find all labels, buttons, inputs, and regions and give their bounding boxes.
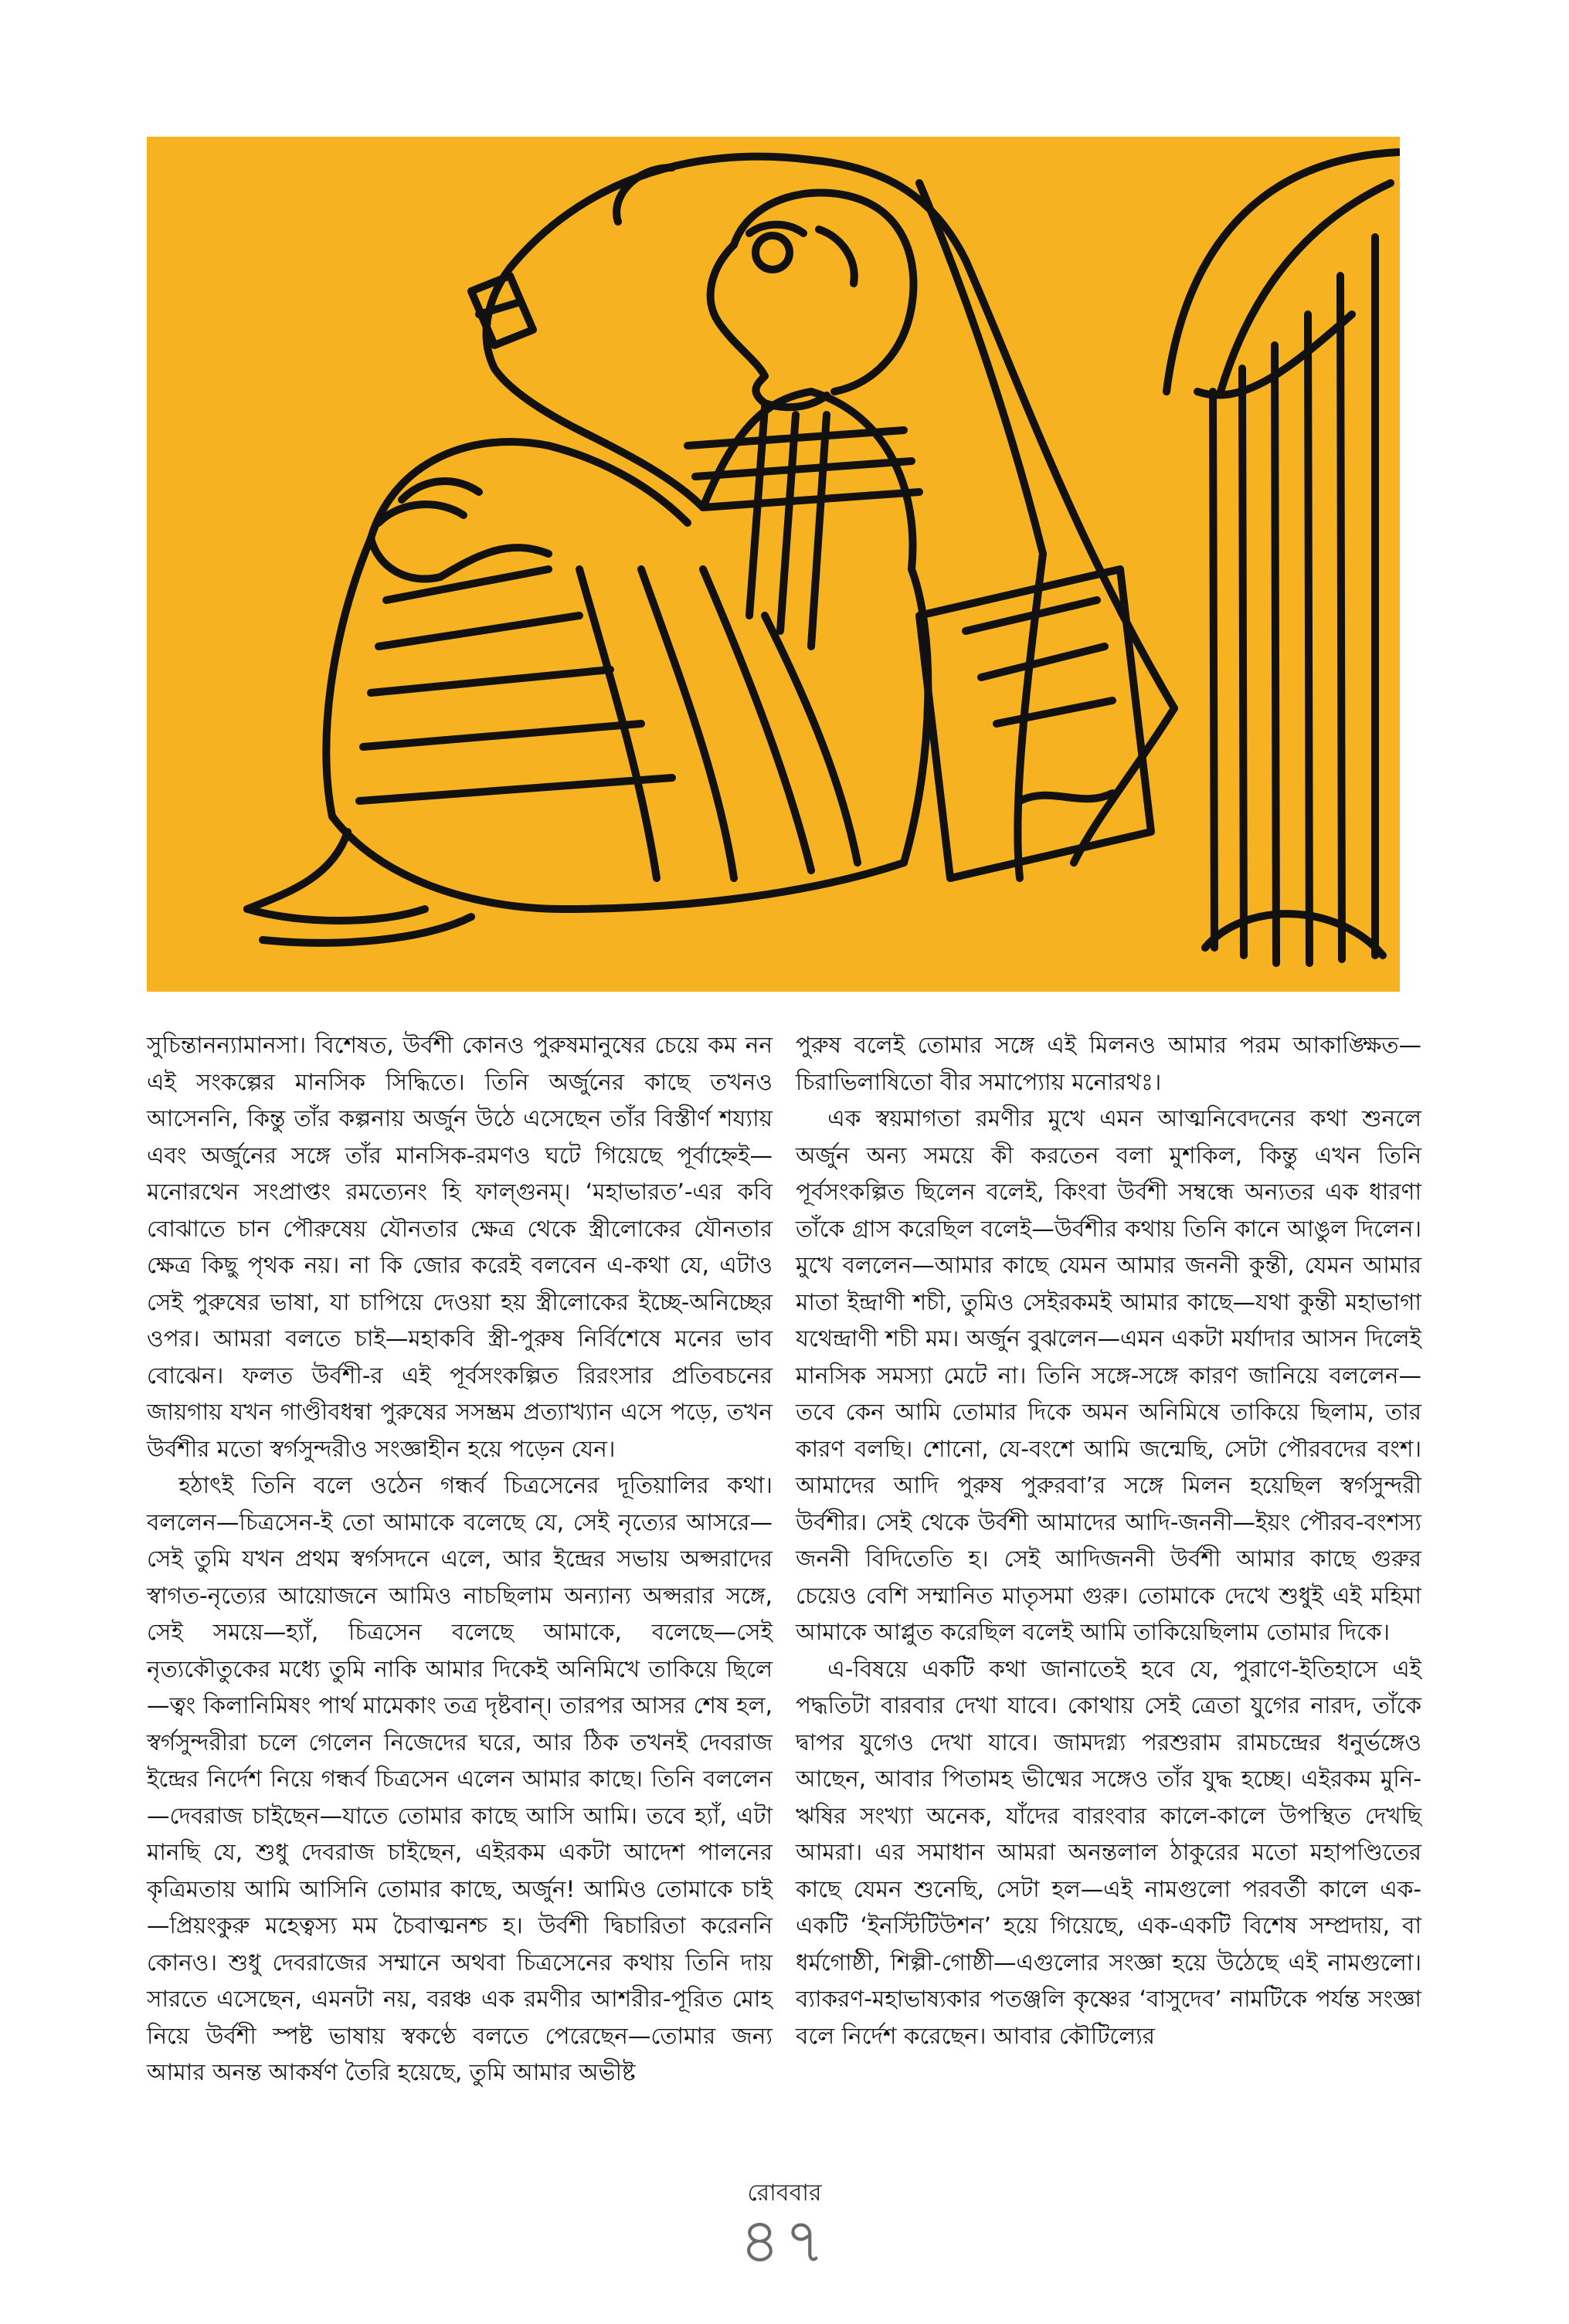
article-column-right (796, 1027, 1421, 2054)
paragraph: পুরুষ বলেই তোমার সঙ্গে এই মিলনও আমার পরম আকাঙ্ক্ষিত—চিরাভিলাষিতো বীর সমাপ্যোয় মনোরথঃ। (796, 1032, 1421, 1095)
page-number: ৪৭ (739, 2205, 830, 2277)
article-column-left (147, 1027, 773, 2092)
illustration-seated-woman (147, 137, 1400, 992)
magazine-name: রোববার (747, 2180, 822, 2207)
page-footer (0, 2178, 1569, 2277)
paragraph: হঠাৎই তিনি বলে ওঠেন গন্ধর্ব চিত্রসেনের দূতিয়ালির কথা। বললেন—চিত্রসেন-ই তো আমাকে বলেছে যে, সেই নৃত্যের আসরে—সেই তুমি যখন প্রথম স্বর্গসদনে এলে, আর ইন্দ্রের সভায় অপ্সরাদের স্বাগত-নৃত্যের আয়োজনে আমিও নাচছিলাম অন্যান্য অপ্সরার সঙ্গে, সেই সময়ে—হ্যাঁ, চিত্রসেন বলেছে আমাকে, বলেছে—সেই নৃত্যকৌতুকের মধ্যে তুমি নাকি আমার দিকেই অনিমিখে তাকিয়ে ছিলে—ত্বং কিলানিমিষং পার্থ মামেকাং তত্র দৃষ্টবান্। তারপর আসর শেষ হল, স্বর্গসুন্দরীরা চলে গেলেন নিজেদের ঘরে, আর ঠিক তখনই দেবরাজ ইন্দ্রের নির্দেশ নিয়ে গন্ধর্ব চিত্রসেন এলেন আমার কাছে। তিনি বললেন—দেবরাজ চাইছেন—যাতে তোমার কাছে আসি আমি। তবে হ্যাঁ, এটা মানছি যে, শুধু দেবরাজ চাইছেন, এইরকম একটা আদেশ পালনের কৃত্রিমতায় আমি আসিনি তোমার কাছে, অর্জুন! আমিও তোমাকে চাই—প্রিয়ংকুরু মহেত্বস্য মম চৈবাত্মনশ্চ হ। উর্বশী দ্বিচারিতা করেননি কোনও। শুধু দেবরাজের সম্মানে অথবা চিত্রসেনের কথায় তিনি দায় সারতে এসেছেন, এমনটা নয়, বরঞ্চ এক রমণীর আশরীর-পূরিত মোহ নিয়ে উর্বশী স্পষ্ট ভাষায় স্বকণ্ঠে বলতে পেরেছেন—তোমার জন্য আমার অনন্ত আকর্ষণ তৈরি হয়েছে, তুমি আমার অভীষ্ট (147, 1472, 773, 2085)
paragraph: এক স্বয়মাগতা রমণীর মুখে এমন আত্মনিবেদনের কথা শুনলে অর্জুন অন্য সময়ে কী করতেন বলা মুশকিল, কিন্তু এখন তিনি পূর্বসংকল্পিত ছিলেন বলেই, কিংবা উর্বশী সম্বন্ধে অন্যতর এক ধারণা তাঁকে গ্রাস করেছিল বলেই—উর্বশীর কথায় তিনি কানে আঙুল দিলেন। মুখে বললেন—আমার কাছে যেমন আমার জননী কুন্তী, যেমন আমার মাতা ইন্দ্রাণী শচী, তুমিও সেইরকমই আমার কাছে—যথা কুন্তী মহাভাগা যথেন্দ্রাণী শচী মম। অর্জুন বুঝলেন—এমন একটা মর্যাদার আসন দিলেই মানসিক সমস্যা মেটে না। তিনি সঙ্গে-সঙ্গে কারণ জানিয়ে বললেন—তবে কেন আমি তোমার দিকে অমন অনিমিষে তাকিয়ে ছিলাম, তার কারণ বলছি। শোনো, যে-বংশে আমি জন্মেছি, সেটা পৌরবদের বংশ। আমাদের আদি পুরুষ পুরুরবা’র সঙ্গে মিলন হয়েছিল স্বর্গসুন্দরী উর্বশীর। সেই থেকে উর্বশী আমাদের আদি-জননী—ইয়ং পৌরব-বংশস্য জননী বিদিতেতি হ। সেই আদিজননী উর্বশী আমার কাছে গুরুর চেয়েও বেশি সম্মানিত মাতৃসমা গুরু। তোমাকে দেখে শুধুই এই মহিমা আমাকে আপ্লুত করেছিল বলেই আমি তাকিয়েছিলাম তোমার দিকে। (796, 1105, 1421, 1645)
paragraph: সুচিন্তানন্যামানসা। বিশেষত, উর্বশী কোনও পুরুষমানুষের চেয়ে কম নন এই সংকল্পের মানসিক সিদ্ধিতে। তিনি অর্জুনের কাছে তখনও আসেননি, কিন্তু তাঁর কল্পনায় অর্জুন উঠে এসেছেন তাঁর বিস্তীর্ণ শয্যায় এবং অর্জুনের সঙ্গে তাঁর মানসিক-রমণও ঘটে গিয়েছে পূর্বাহ্নেই—মনোরথেন সংপ্রাপ্তং রমত্যেনং হি ফাল্গুনম্। ‘মহাভারত’-এর কবি বোঝাতে চান পৌরুষেয় যৌনতার ক্ষেত্র থেকে স্ত্রীলোকের যৌনতার ক্ষেত্র কিছু পৃথক নয়। না কি জোর করেই বলবেন এ-কথা যে, এটাও সেই পুরুষের ভাষা, যা চাপিয়ে দেওয়া হয় স্ত্রীলোকের ইচ্ছে-অনিচ্ছের ওপর। আমরা বলতে চাই—মহাকবি স্ত্রী-পুরুষ নির্বিশেষে মনের ভাব বোঝেন। ফলত উর্বশী-র এই পূর্বসংকল্পিত রিরংসার প্রতিবচনের জায়গায় যখন গাণ্ডীবধন্বা পুরুষের সসম্ভ্রম প্রত্যাখ্যান এসে পড়ে, তখন উর্বশীর মতো স্বর্গসুন্দরীও সংজ্ঞাহীন হয়ে পড়েন যেন। (147, 1032, 773, 1462)
paragraph: এ-বিষয়ে একটি কথা জানাতেই হবে যে, পুরাণে-ইতিহাসে এই পদ্ধতিটা বারবার দেখা যাবে। কোথায় সেই ত্রেতা যুগের নারদ, তাঁকে দ্বাপর যুগেও দেখা যাবে। জামদগ্ন্য পরশুরাম রামচন্দ্রের ধনুর্ভঙ্গেও আছেন, আবার পিতামহ ভীষ্মের সঙ্গেও তাঁর যুদ্ধ হচ্ছে। এইরকম মুনি-ঋষির সংখ্যা অনেক, যাঁদের বারংবার কালে-কালে উপস্থিত দেখছি আমরা। এর সমাধান আমরা অনন্তলাল ঠাকুরের মতো মহাপণ্ডিতের কাছে যেমন শুনেছি, সেটা হল—এই নামগুলো পরবর্তী কালে এক-একটি ‘ইনস্টিটিউশন’ হয়ে গিয়েছে, এক-একটি বিশেষ সম্প্রদায়, বা ধর্মগোষ্ঠী, শিল্পী-গোষ্ঠী—এগুলোর সংজ্ঞা হয়ে উঠেছে এই নামগুলো। ব্যাকরণ-মহাভাষ্যকার পতঞ্জলি কৃষ্ণের ‘বাসুদেব’ নামটিকে পর্যন্ত সংজ্ঞা বলে নির্দেশ করেছেন। আবার কৌটিল্যের (796, 1655, 1421, 2049)
line-drawing (147, 137, 1400, 992)
